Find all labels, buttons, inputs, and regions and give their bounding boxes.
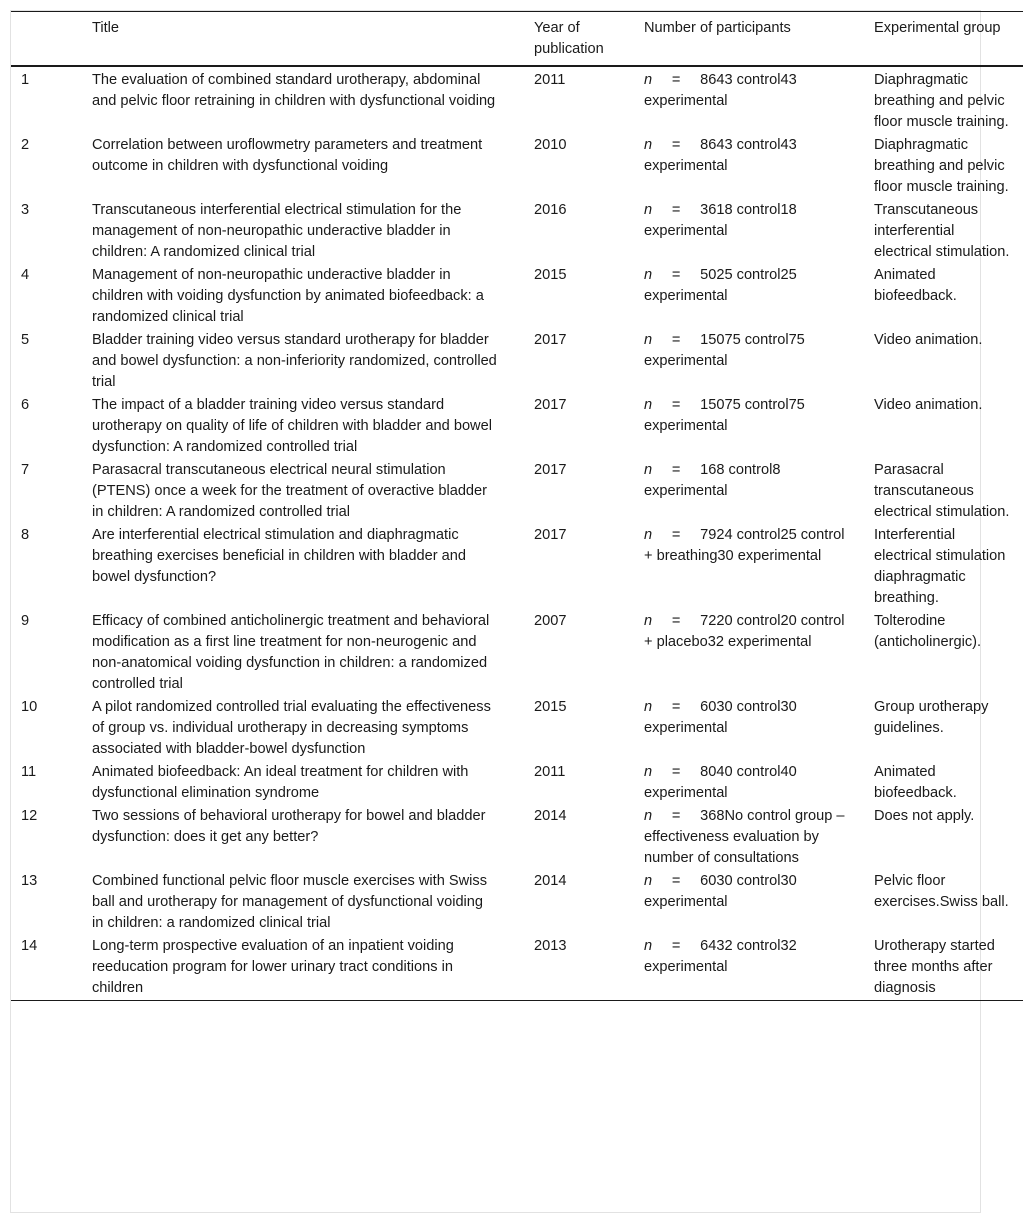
table-row	[11, 394, 1023, 459]
publication-year: 2016	[534, 202, 567, 218]
participants-cell	[628, 329, 858, 394]
publication-year: 2007	[534, 613, 567, 629]
study-title: Efficacy of combined anticholinergic treatment and behavioral modification as a first line treatment for non-neurogenic and non-anatomical voiding dysfunction in children: a randomized controlled trial	[92, 613, 490, 692]
participants-value: 8643 control43 experimental	[644, 137, 797, 174]
table-row	[11, 761, 1023, 805]
row-number: 5	[21, 332, 30, 348]
studies-table	[11, 11, 1023, 1001]
participants-cell	[628, 66, 858, 134]
publication-year: 2017	[534, 462, 567, 478]
row-number: 10	[21, 699, 38, 715]
row-number: 12	[21, 808, 38, 824]
table-row	[11, 935, 1023, 1001]
participants-cell	[628, 394, 858, 459]
table-row	[11, 459, 1023, 524]
participants-value: 8643 control43 experimental	[644, 72, 797, 109]
participants-cell	[628, 805, 858, 870]
table-row	[11, 805, 1023, 870]
equals-sign: =	[671, 699, 681, 715]
table-row	[11, 66, 1023, 134]
experimental-group: Diaphragmatic breathing and pelvic floor muscle training.	[874, 72, 1009, 130]
study-title: The impact of a bladder training video versus standard urotherapy on quality of life of children with bladder and bowel dysfunction: A randomized controlled trial	[92, 397, 492, 455]
equals-sign: =	[671, 137, 681, 153]
participants-cell	[628, 524, 858, 610]
study-title: Animated biofeedback: An ideal treatment for children with dysfunctional elimination syndrome	[92, 764, 469, 801]
participants-value: 6030 control30 experimental	[644, 699, 797, 736]
publication-year: 2014	[534, 808, 567, 824]
header-experimental-group: Experimental group	[874, 20, 1001, 36]
experimental-group: Animated biofeedback.	[874, 764, 957, 801]
equals-sign: =	[671, 202, 681, 218]
row-number: 8	[21, 527, 30, 543]
study-title: Two sessions of behavioral urotherapy for bowel and bladder dysfunction: does it get any better?	[92, 808, 486, 845]
row-number: 14	[21, 938, 38, 954]
publication-year: 2017	[534, 527, 567, 543]
equals-sign: =	[671, 808, 681, 824]
n-variable: n	[644, 137, 653, 153]
study-title: Parasacral transcutaneous electrical neural stimulation (PTENS) once a week for the treatment of overactive bladder in children: A randomized controlled trial	[92, 462, 488, 520]
experimental-group: Interferential electrical stimulation diaphragmatic breathing.	[874, 527, 1006, 606]
experimental-group: Tolterodine (anticholinergic).	[874, 613, 982, 650]
row-number: 2	[21, 137, 30, 153]
n-variable: n	[644, 613, 653, 629]
table-row	[11, 134, 1023, 199]
participants-value: 8040 control40 experimental	[644, 764, 797, 801]
participants-cell	[628, 199, 858, 264]
header-number	[11, 12, 75, 67]
participants-value: 15075 control75 experimental	[644, 397, 805, 434]
equals-sign: =	[671, 397, 681, 413]
row-number: 6	[21, 397, 30, 413]
n-variable: n	[644, 527, 653, 543]
experimental-group: Parasacral transcutaneous electrical stimulation.	[874, 462, 1010, 520]
table-row	[11, 870, 1023, 935]
n-variable: n	[644, 332, 653, 348]
table-row	[11, 610, 1023, 696]
n-variable: n	[644, 397, 653, 413]
study-title: Are interferential electrical stimulation and diaphragmatic breathing exercises beneficial in children with bladder and bowel dysfunction?	[92, 527, 466, 585]
row-number: 1	[21, 72, 30, 88]
participants-cell	[628, 935, 858, 1001]
header-title: Title	[92, 20, 120, 36]
header-year: Year of publication	[534, 20, 604, 57]
participants-value: 5025 control25 experimental	[644, 267, 797, 304]
experimental-group: Group urotherapy guidelines.	[874, 699, 989, 736]
study-title: Long-term prospective evaluation of an inpatient voiding reeducation program for lower urinary tract conditions in children	[92, 938, 454, 996]
participants-cell	[628, 134, 858, 199]
table-row	[11, 524, 1023, 610]
publication-year: 2014	[534, 873, 567, 889]
n-variable: n	[644, 202, 653, 218]
table-row	[11, 264, 1023, 329]
n-variable: n	[644, 938, 653, 954]
participants-value: 15075 control75 experimental	[644, 332, 805, 369]
study-title: Management of non-neuropathic underactive bladder in children with voiding dysfunction by animated biofeedback: a randomized clinical trial	[92, 267, 484, 325]
n-variable: n	[644, 873, 653, 889]
n-variable: n	[644, 808, 653, 824]
n-variable: n	[644, 699, 653, 715]
n-variable: n	[644, 764, 653, 780]
participants-value: 368No control group – effectiveness evaluation by number of consultations	[644, 808, 845, 866]
participants-cell	[628, 870, 858, 935]
publication-year: 2010	[534, 137, 567, 153]
participants-value: 6432 control32 experimental	[644, 938, 797, 975]
experimental-group: Video animation.	[874, 332, 983, 348]
experimental-group: Urotherapy started three months after diagnosis	[874, 938, 995, 996]
equals-sign: =	[671, 764, 681, 780]
participants-value: 7924 control25 control + breathing30 experimental	[644, 527, 845, 564]
experimental-group: Pelvic floor exercises.Swiss ball.	[874, 873, 1009, 910]
equals-sign: =	[671, 613, 681, 629]
equals-sign: =	[671, 938, 681, 954]
participants-value: 168 control8 experimental	[644, 462, 781, 499]
equals-sign: =	[671, 72, 681, 88]
study-title: Transcutaneous interferential electrical stimulation for the management of non-neuropathic underactive bladder in children: A randomized clinical trial	[92, 202, 462, 260]
participants-cell	[628, 459, 858, 524]
participants-cell	[628, 610, 858, 696]
n-variable: n	[644, 462, 653, 478]
table-row	[11, 199, 1023, 264]
row-number: 13	[21, 873, 38, 889]
experimental-group: Does not apply.	[874, 808, 975, 824]
publication-year: 2015	[534, 699, 567, 715]
row-number: 11	[21, 764, 37, 780]
equals-sign: =	[671, 267, 681, 283]
study-title: Bladder training video versus standard urotherapy for bladder and bowel dysfunction: a non-inferiority randomized, controlled trial	[92, 332, 497, 390]
study-title: Correlation between uroflowmetry parameters and treatment outcome in children with dysfunctional voiding	[92, 137, 483, 174]
participants-value: 6030 control30 experimental	[644, 873, 797, 910]
study-title: The evaluation of combined standard urotherapy, abdominal and pelvic floor retraining in children with dysfunctional voiding	[92, 72, 496, 109]
header-participants: Number of participants	[644, 20, 791, 36]
participants-value: 7220 control20 control + placebo32 experimental	[644, 613, 845, 650]
row-number: 3	[21, 202, 30, 218]
publication-year: 2015	[534, 267, 567, 283]
participants-cell	[628, 696, 858, 761]
table-body	[11, 66, 1023, 1001]
publication-year: 2017	[534, 332, 567, 348]
equals-sign: =	[671, 332, 681, 348]
publication-year: 2013	[534, 938, 567, 954]
equals-sign: =	[671, 873, 681, 889]
table-row	[11, 696, 1023, 761]
participants-cell	[628, 761, 858, 805]
equals-sign: =	[671, 527, 681, 543]
row-number: 4	[21, 267, 30, 283]
participants-value: 3618 control18 experimental	[644, 202, 797, 239]
publication-year: 2011	[534, 72, 566, 88]
n-variable: n	[644, 72, 653, 88]
table-row	[11, 329, 1023, 394]
experimental-group: Transcutaneous interferential electrical stimulation.	[874, 202, 1010, 260]
experimental-group: Video animation.	[874, 397, 983, 413]
experimental-group: Diaphragmatic breathing and pelvic floor muscle training.	[874, 137, 1009, 195]
experimental-group: Animated biofeedback.	[874, 267, 957, 304]
n-variable: n	[644, 267, 653, 283]
publication-year: 2017	[534, 397, 567, 413]
study-title: Combined functional pelvic floor muscle exercises with Swiss ball and urotherapy for management of dysfunctional voiding in children: a randomized clinical trial	[92, 873, 488, 931]
row-number: 7	[21, 462, 30, 478]
row-number: 9	[21, 613, 30, 629]
participants-cell	[628, 264, 858, 329]
equals-sign: =	[671, 462, 681, 478]
publication-year: 2011	[534, 764, 566, 780]
table-header-row	[11, 12, 1023, 67]
study-title: A pilot randomized controlled trial evaluating the effectiveness of group vs. individual urotherapy in decreasing symptoms associated with bladder-bowel dysfunction	[92, 699, 491, 757]
